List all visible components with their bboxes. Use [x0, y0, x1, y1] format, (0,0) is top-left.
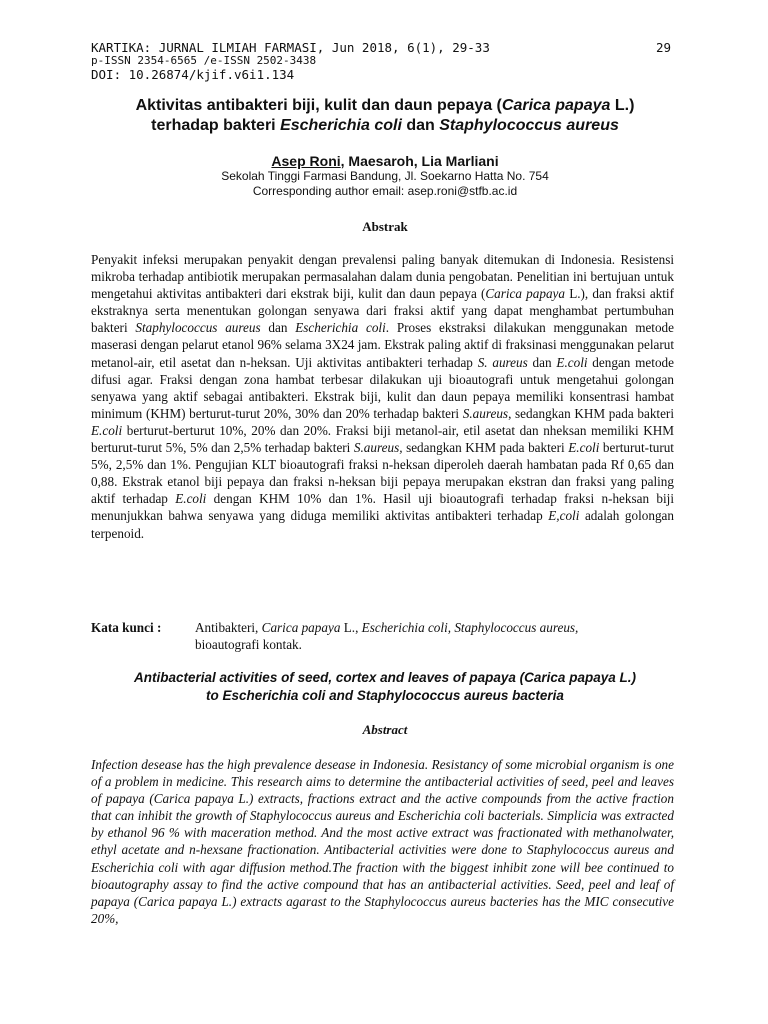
corresponding-author: Asep Roni — [271, 153, 341, 169]
page-number: 29 — [655, 40, 671, 55]
keywords — [91, 619, 679, 653]
english-title-line-2: to Escherichia coli and Staphylococcus aureus bacteria — [206, 688, 564, 703]
english-title-line-1: Antibacterial activities of seed, cortex and leaves of papaya (Carica papaya L.) — [134, 670, 636, 685]
paper-title — [91, 96, 679, 136]
abstract-heading: Abstract — [362, 722, 408, 737]
author-email[interactable]: Corresponding author email: asep.roni@stfb.ac.id — [252, 184, 518, 198]
title-line-1: Aktivitas antibakteri biji, kulit dan daun pepaya (Carica papaya L.) — [135, 97, 635, 114]
keywords-line-1: Kata kunci : Antibakteri, Carica papaya L., Escherichia coli, Staphylococcus aureus, — [91, 620, 579, 635]
author-list — [91, 152, 679, 170]
institution: Sekolah Tinggi Farmasi Bandung, Jl. Soekarno Hatta No. 754 — [221, 169, 549, 183]
journal-header — [91, 41, 681, 83]
keywords-label: Kata kunci : — [91, 620, 162, 635]
abstrak-body — [91, 251, 674, 542]
abstract-paragraph: Infection desease has the high prevalence desease in Indonesia. Resistancy of some microbial organism is one of a problem in medicine. This research aims to determine the antibacterial activities of seed, peel and leaves of papaya (Carica papaya L.) extracts, fractions extract and the active compounds from the active fraction that can inhibit the growth of Staphylococcus aureus and Escherichia coli bacterials. Simplicia was extracted by ethanol 96 % with maceration method. And the most active extract was fractionated with methanolwater, ethyl acetate and n-hexsane fractionation. Antibacterial activities were done to Staphylococcus aureus and Escherichia coli with agar diffusion method.The fraction with the biggest inhibit zone will bee continued to bioautography assay to find the active compound that has an antibacterial activities. Seed, peel and leaf of papaya (Carica papaya L.) extracts agarast to the Staphylococcus aureus bacteries has the MIC consecutive 20%, — [91, 757, 674, 926]
affiliation — [91, 169, 679, 199]
abstrak-paragraph: Penyakit infeksi merupakan penyakit dengan prevalensi paling banyak ditemukan di Indonesia. Resistensi mikroba terhadap antibiotik merupakan permasalahan dalam dunia pengobatan. Penelitian ini bertujuan untuk mengetahui aktivitas antibakteri dari ekstrak biji, kulit dan daun pepaya (Carica papaya L.), dan fraksi aktif ekstraknya serta menentukan golongan senyawa dari fraksi aktif yang dapat menghambat pertumbuhan bakteri Staphylococcus aureus dan Escherichia coli. Proses ekstraksi dilakukan menggunakan metode maserasi dengan pelarut etanol 96% selama 3X24 jam. Ekstrak paling aktif di fraksinasi menggunakan pelarut metanol-air, etil asetat dan n-heksan. Uji aktivitas antibakteri terhadap S. aureus dan E.coli dengan metode difusi agar. Fraksi dengan zona hambat terbesar dilakukan uji bioautografi untuk mengetahui golongan senyawa yang aktif sebagai antibakteri. Ekstrak biji, kulit dan daun pepaya memiliki konsentrasi hambat minimum (KHM) berturut-turut 20%, 30% dan 20% terhadap bakteri S.aureus, sedangkan KHM pada bakteri E.coli berturut-berturut 10%, 20% dan 20%. Fraksi biji metanol-air, etil asetat dan nheksan memiliki KHM berturut-turut 5%, 5% dan 2,5% terhadap bakteri S.aureus, sedangkan KHM pada bakteri E.coli berturut-turut 5%, 2,5% dan 1%. Pengujian KLT bioautografi fraksi n-heksan diperoleh daerah hambatan pada Rf 0,65 dan 0,88. Ekstrak etanol biji pepaya dan fraksi n-heksan biji pepaya merupakan ekstran dan fraksi yang paling aktif terhadap E.coli dengan KHM 10% dan 1%. Hasil uji bioautografi terhadap fraksi n-heksan biji menunjukkan bahwa senyawa yang diduga memiliki aktivitas antibakteri terhadap E,coli adalah golongan terpenoid. — [91, 252, 675, 541]
journal-name: KARTIKA: JURNAL ILMIAH FARMASI, Jun 2018, 6(1), 29-33 — [91, 40, 490, 55]
issn: p-ISSN 2354-6565 /e-ISSN 2502-3438 — [91, 54, 317, 67]
abstrak-heading: Abstrak — [362, 219, 408, 234]
co-authors: , Maesaroh, Lia Marliani — [340, 153, 499, 169]
doi[interactable]: DOI: 10.26874/kjif.v6i1.134 — [91, 67, 295, 82]
keywords-line-2: bioautografi kontak. — [195, 637, 302, 652]
title-line-2: terhadap bakteri Escherichia coli dan Staphylococcus aureus — [151, 117, 619, 134]
english-title — [91, 669, 679, 705]
journal-citation — [91, 41, 681, 54]
abstract-body — [91, 756, 674, 927]
